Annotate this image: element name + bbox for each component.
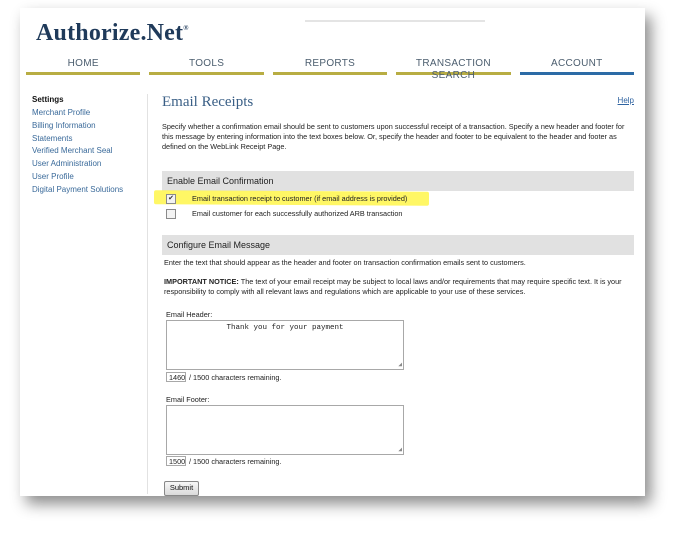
sidebar-divider xyxy=(147,94,148,494)
notice-text: The text of your email receipt may be subject to local laws and/or requirements that may require specific text. It is your responsibility to comply with all relevant laws and regulations which are applicable to your use of these services. xyxy=(164,277,622,296)
arb-email-checkbox[interactable] xyxy=(166,209,176,219)
footer-remaining-count: 1500 xyxy=(166,456,186,466)
tab-home[interactable]: HOME xyxy=(26,58,140,75)
page-title: Email Receipts xyxy=(162,94,254,110)
header-char-counter: 1460 / 1500 characters remaining. xyxy=(166,372,281,382)
settings-sidebar xyxy=(32,95,144,197)
configure-email-section-header: Configure Email Message xyxy=(162,235,634,255)
sidebar-item-digital-payment-solutions[interactable]: Digital Payment Solutions xyxy=(32,184,124,194)
important-notice xyxy=(164,277,634,297)
authorize-net-logo: Authorize.Net® xyxy=(36,20,189,46)
intro-text: Specify whether a confirmation email should be sent to customers upon successful receipt of a transaction. Specify a new header and footer for this message by entering information into the text boxes below. Or, specify the header and footer to be equivalent to the header and footer as defined on the WebLink Receipt Page. xyxy=(162,122,625,151)
help-link[interactable]: Help xyxy=(617,96,634,105)
arb-email-checkbox-label: Email customer for each successfully authorized ARB transaction xyxy=(192,209,403,218)
sidebar-heading: Settings xyxy=(32,95,64,104)
sidebar-item-merchant-profile[interactable]: Merchant Profile xyxy=(32,108,91,117)
email-receipt-checkbox[interactable]: ✔ xyxy=(166,194,176,204)
email-receipt-checkbox-label: Email transaction receipt to customer (if email address is provided) xyxy=(192,194,408,203)
sidebar-item-verified-merchant-seal[interactable]: Verified Merchant Seal xyxy=(32,146,113,156)
app-window xyxy=(20,8,645,496)
resize-grip-icon[interactable]: ◢ xyxy=(398,446,402,453)
email-header-textarea[interactable]: Thank you for your payment ◢ xyxy=(166,320,404,370)
header-remaining-count: 1460 xyxy=(166,372,186,382)
sidebar-item-billing-information[interactable]: Billing Information xyxy=(32,120,96,130)
resize-grip-icon[interactable]: ◢ xyxy=(398,361,402,368)
notice-label: IMPORTANT NOTICE: xyxy=(164,277,239,286)
configure-description: Enter the text that should appear as the header and footer on transaction confirmation emails sent to customers. xyxy=(164,258,526,267)
email-header-label: Email Header: xyxy=(166,310,213,319)
main-nav xyxy=(26,58,634,81)
sidebar-item-user-profile[interactable]: User Profile xyxy=(32,171,74,181)
submit-button[interactable]: Submit xyxy=(164,481,199,496)
footer-char-counter: 1500 / 1500 characters remaining. xyxy=(166,456,281,466)
email-footer-textarea[interactable] xyxy=(166,405,404,455)
tab-reports[interactable]: REPORTS xyxy=(273,58,387,75)
top-divider xyxy=(305,20,485,22)
sidebar-item-user-administration[interactable]: User Administration xyxy=(32,159,102,169)
email-footer-label: Email Footer: xyxy=(166,395,210,404)
tab-transaction-search[interactable]: TRANSACTION SEARCH xyxy=(396,58,510,75)
enable-email-section-header: Enable Email Confirmation xyxy=(162,171,634,191)
tab-tools[interactable]: TOOLS xyxy=(149,58,263,75)
sidebar-item-statements[interactable]: Statements xyxy=(32,133,73,143)
tab-account[interactable]: ACCOUNT xyxy=(520,58,634,75)
